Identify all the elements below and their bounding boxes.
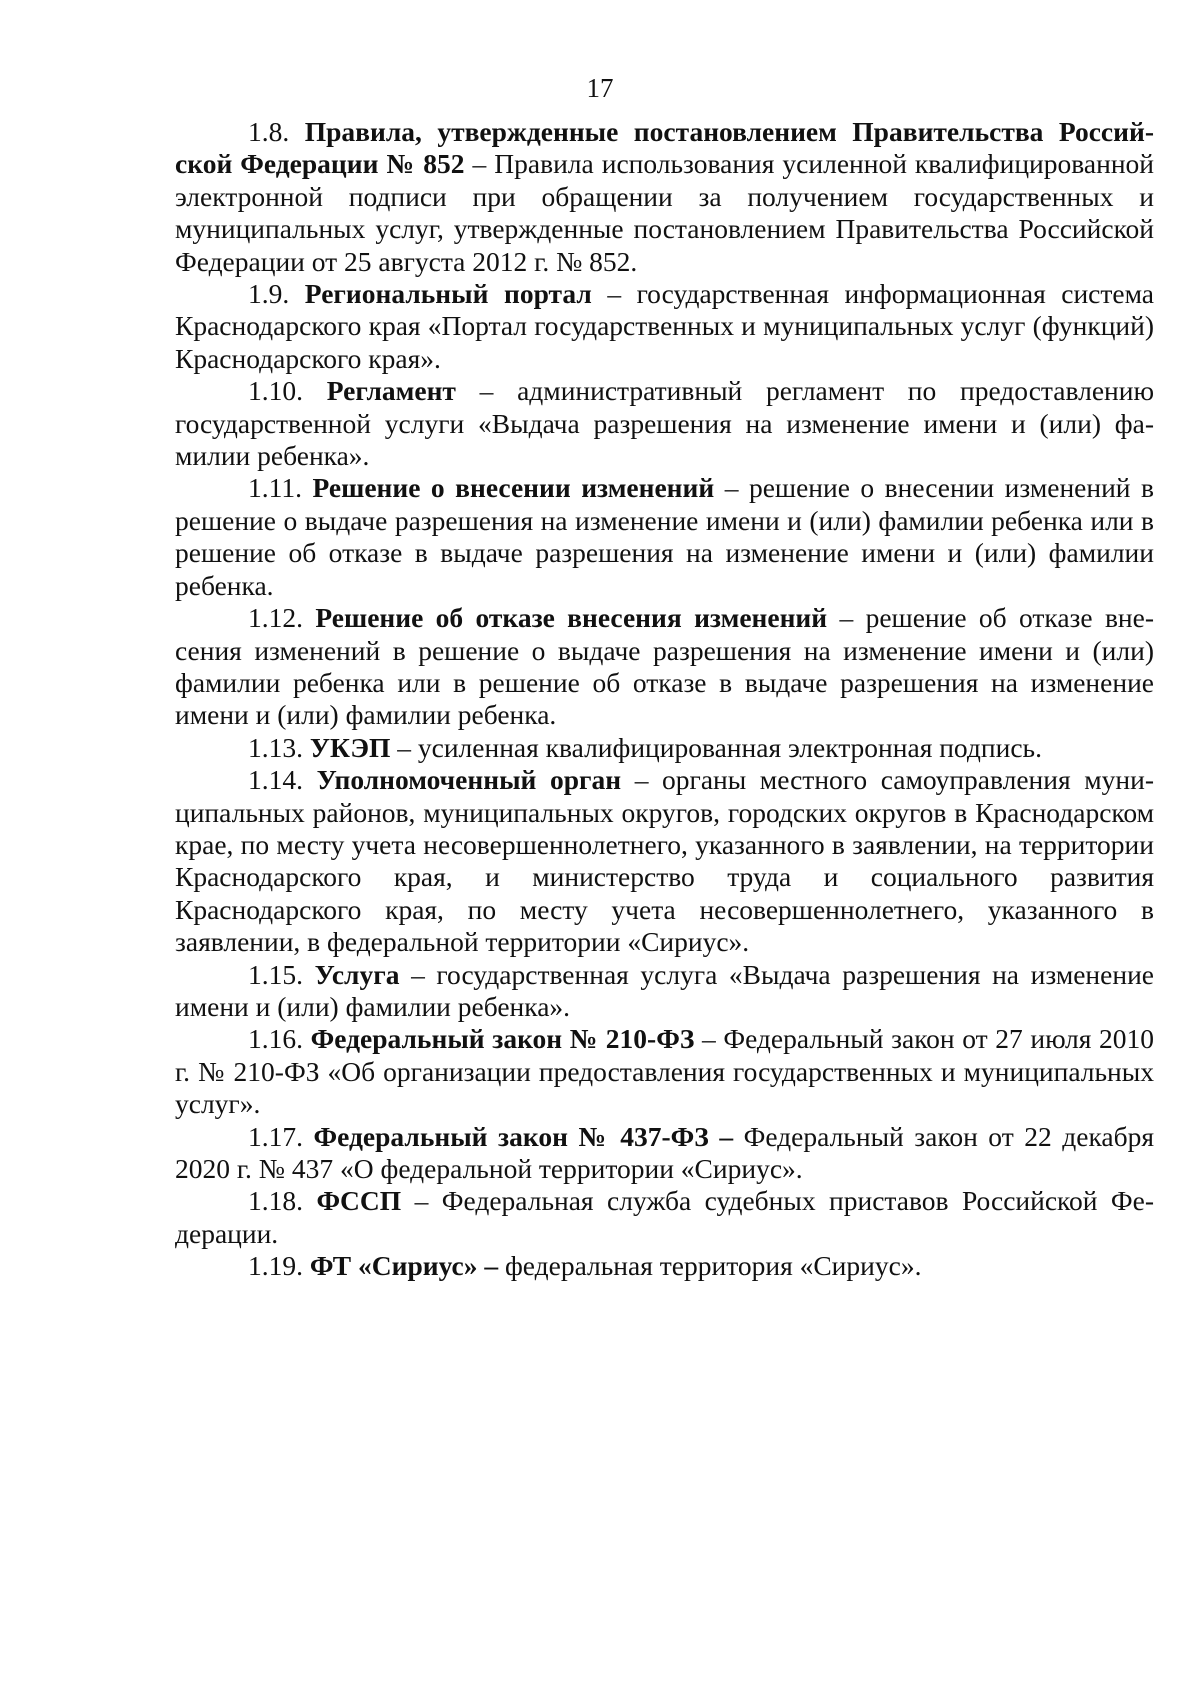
item-number: 1.16. xyxy=(248,1023,303,1055)
item-definition: федеральная территория «Сириус». xyxy=(498,1250,922,1282)
item-definition: – усиленная квалифицированная электронная подпись. xyxy=(390,731,1042,763)
definitions-list xyxy=(175,116,1154,1283)
item-definition: – государственная услуга «Выдача разрешения на изменение имени и (или) фамилии ребенка». xyxy=(175,958,1154,1022)
item-term: Федеральный закон № 437-ФЗ – xyxy=(313,1120,734,1152)
item-number: 1.17. xyxy=(248,1120,303,1152)
item-number: 1.14. xyxy=(248,764,303,796)
item-definition: – государственная информационная система Краснодарского края «Портал государственных и муниципальных услуг (функций) Краснодарского края». xyxy=(175,278,1155,374)
item-number: 1.8. xyxy=(248,116,290,147)
definition-1-16 xyxy=(175,1023,1154,1120)
item-definition: – органы местного самоуправления муниципальных районов, муниципальных округов, городских округов в Краснодарском крае, по месту учета несовершеннолетнего, указанного в заявлении, на территории Краснодарского края, и министерство труда и социального развития Краснодарского края, по месту учета несовершеннолетнего, указанного в заявлении, в федеральной территории «Сириус». xyxy=(175,764,1154,958)
definition-1-17 xyxy=(175,1121,1154,1186)
definition-1-18 xyxy=(175,1185,1154,1250)
item-definition: – решение об отказе внесения изменений в решение о выдаче разрешения на изменение имени и (или) фамилии ребенка или в решение об отказе в выдаче разрешения на изменение имени и (или) фамилии ребенка. xyxy=(175,602,1155,731)
item-term: УКЭП xyxy=(309,731,391,763)
definition-1-9 xyxy=(175,278,1154,375)
item-term: Правила, утвержденные постановлением Правительства Российской Федерации № 852 xyxy=(175,116,1155,180)
definition-1-15 xyxy=(175,959,1154,1024)
item-definition: Федеральный закон от 22 декабря 2020 г. № 437 «О федеральной территории «Сириус». xyxy=(175,1120,1154,1184)
definition-1-14 xyxy=(175,764,1154,958)
item-number: 1.18. xyxy=(248,1185,303,1217)
item-number: 1.9. xyxy=(248,278,290,310)
item-term: Уполномоченный орган xyxy=(316,764,622,796)
item-term: Федеральный закон № 210-ФЗ xyxy=(310,1023,695,1055)
item-term: Услуга xyxy=(314,958,400,990)
item-definition: – административный регламент по предоставлению государственной услуги «Выдача разрешения на изменение имени и (или) фамилии ребенка». xyxy=(175,375,1155,472)
item-number: 1.12. xyxy=(248,602,303,634)
definition-1-11 xyxy=(175,472,1154,602)
item-number: 1.11. xyxy=(248,472,302,504)
item-definition: – Правила использования усиленной квалифицированной электронной подписи при обращении за получением государственных и муниципальных услуг, утвержденные постановлением Правительства Российской Федерации от 25 августа 2012 г. № 852. xyxy=(175,148,1155,277)
item-number: 1.13. xyxy=(248,731,310,763)
item-number: 1.10. xyxy=(248,375,303,407)
definition-1-13 xyxy=(175,732,1154,764)
page-number: 17 xyxy=(586,73,614,103)
definition-1-12 xyxy=(175,602,1154,732)
definition-1-8 xyxy=(175,116,1154,278)
definition-1-10 xyxy=(175,375,1154,472)
item-definition: – решение о внесении изменений в решение о выдаче разрешения на изменение имени и (или) фамилии ребенка или в решение об отказе в выдаче разрешения на изменение имени и (или) фамилии ребенка. xyxy=(175,472,1154,601)
item-term: ФССП xyxy=(316,1185,402,1217)
item-definition: – Федеральный закон от 27 июля 2010 г. № 210-ФЗ «Об организации предоставления государственных и муниципальных услуг». xyxy=(175,1023,1154,1120)
item-term: Региональный портал xyxy=(304,278,592,310)
definition-1-19 xyxy=(175,1250,1154,1282)
item-definition: – Федеральная служба судебных приставов Российской Федерации. xyxy=(175,1185,1154,1249)
item-term: Регламент xyxy=(326,375,456,407)
item-number: 1.19. xyxy=(248,1250,303,1282)
item-number: 1.15. xyxy=(248,958,303,990)
item-term: Решение о внесении изменений xyxy=(312,472,715,504)
item-term: ФТ «Сириус» – xyxy=(309,1250,499,1282)
item-term: Решение об отказе внесения изменений xyxy=(315,602,828,634)
